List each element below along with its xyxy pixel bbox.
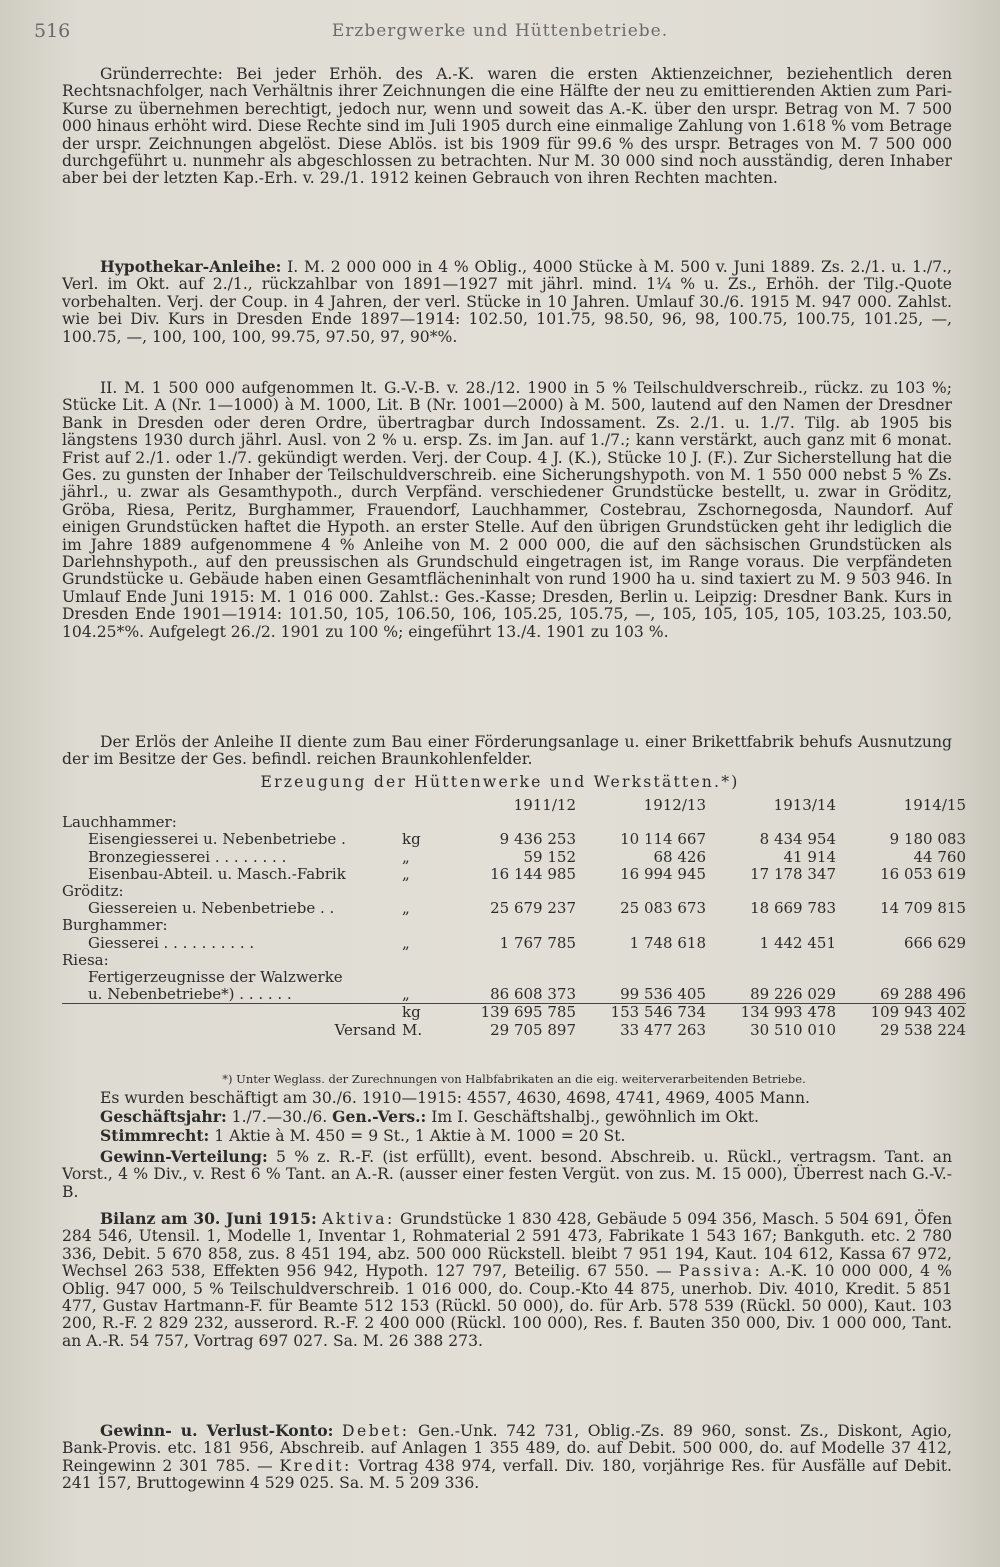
paragraph-gewinn-konto [62,1422,952,1493]
production-value: 8 434 954 [759,830,836,849]
production-table [62,797,966,1039]
debet-text: Gen.-Unk. 742 731, Oblig.-Zs. 89 960, sonst. Zs., Diskont, Agio, Bank-Provis. etc. 181 956, Abschreib. auf Anlagen 1 355 489, do. auf Debit. 500 000, do. auf Modelle 37 412, Reingewinn 2 301 785. — [62,1422,952,1475]
production-group-label: Riesa: [62,950,109,969]
production-versand-value: 29 538 224 [880,1020,966,1039]
production-total-value: 109 943 402 [836,1004,966,1022]
production-versand-row [62,1021,966,1038]
production-unit [402,883,446,900]
gewinn-konto-lead: Gewinn- u. Verlust-Konto: [100,1421,334,1440]
production-value [576,883,706,900]
production-footnote: *) Unter Weglass. der Zurechnungen von Halbfabrikaten an die eig. weiterverarbeitenden Betriebe. [222,1072,806,1086]
hypothekar-1-text: I. M. 2 000 000 in 4 % Oblig., 4000 Stücke à M. 500 v. Juni 1889. Zs. 2./1. u. 1./7., Verl. im Okt. auf 2./1., rückzahlbar von 1891—1927 mit jährl. mind. 1¼ % u. Zs., Erhöh. der Tilg.-Quote vorbehalten. Verj. der Coup. in 4 Jahren, der verl. Stücke in 10 Jahren. Umlauf 30./6. 1915 M. 947 000. Zahlst. wie bei Div. Kurs in Dresden Ende 1897—1914: 102.50, 101.75, 98.50, 96, 98, 100.75, 100.75, 101.25, —, 100.75, —, 100, 100, 100, 99.75, 97.50, 97, 90*%. [62,258,952,346]
production-value: 25 083 673 [620,899,706,918]
production-versand-unit: M. [402,1020,423,1039]
production-value: 41 914 [783,847,836,866]
production-value [836,883,966,900]
production-value [706,814,836,831]
passiva-label: Passiva: [678,1262,763,1281]
production-row [62,969,966,986]
production-group-label: Lauchhammer: [62,813,177,832]
production-versand-label: Versand [334,1020,396,1039]
gen-vers-text: Im I. Geschäftshalbj., gewöhnlich im Okt. [426,1108,759,1126]
production-row [62,917,966,934]
production-value: 666 629 [903,933,966,952]
production-value [836,952,966,969]
paragraph-gewinn-verteilung [62,1148,952,1201]
production-row [62,831,966,848]
production-unit [402,969,446,986]
production-value: 1 748 618 [629,933,706,952]
production-group-label: Burghammer: [62,916,168,935]
production-item-label: Bronzegiesserei . . . . . . . . [88,847,287,866]
production-value [706,883,836,900]
production-total-value: 139 695 785 [446,1004,576,1022]
production-value: 1 767 785 [499,933,576,952]
stimmrecht-text: 1 Aktie à M. 450 = 9 St., 1 Aktie à M. 1000 = 20 St. [209,1127,626,1145]
production-value: 44 760 [913,847,966,866]
production-row [62,935,966,952]
production-value: 9 180 083 [889,830,966,849]
kredit-text: Vortrag 438 974, verfall. Div. 180, vorjährige Res. für Ausfälle auf Debit. 241 157, Bruttogewinn 4 529 025. Sa. M. 5 209 336. [62,1456,952,1493]
production-row [62,986,966,1004]
production-item-label: Eisenbau-Abteil. u. Masch.-Fabrik [88,864,346,883]
production-value [576,952,706,969]
header-unit-cell [402,797,446,814]
production-value: 68 426 [653,847,706,866]
kredit-label: Kredit: [279,1456,352,1475]
production-versand-value: 33 477 263 [620,1020,706,1039]
hypothekar-2-text: II. M. 1 500 000 aufgenommen lt. G.-V.-B. v. 28./12. 1900 in 5 % Teilschuldverschreib., rückz. zu 103 %; Stücke Lit. A (Nr. 1—1000) à M. 1000, Lit. B (Nr. 1001—2000) à M. 500, lautend auf den Namen der Dresdner Bank in Dresden oder deren Ordre, übertragbar durch Indossament. Zs. 2./1. u. 1./7. Tilg. ab 1905 bis längstens 1930 durch jährl. Ausl. von 2 % u. ersp. Zs. im Jan. auf 1./7.; kann verstärkt, auch ganz mit 6 monat. Frist auf 2./1. oder 1./7. gekündigt werden. Verj. der Coup. 4 J. (K.), Stücke 10 J. (F.). Zur Sicherstellung hat die Ges. zu gunsten der Inhaber der Teilschuldverschreib. eine Sicherungshypoth. von M. 1 550 000 nebst 5 % Zs. jährl., u. zwar als Gesamthypoth., durch Verpfänd. verschiedener Grundstücke bestellt, u. zwar in Gröditz, Gröba, Riesa, Peritz, Burghammer, Frauendorf, Lauchhammer, Costebrau, Zschornegosda, Naundorf. Auf einigen Grundstücken haftet die Hypoth. an erster Stelle. Auf den übrigen Grundstücken geht ihr lediglich die im Jahre 1889 aufgenommene 4 % Anleihe von M. 2 000 000, die auf den sächsischen Grundstücken als Darlehnshypoth., auf den preussischen als Grundschuld eingetragen ist, im Range voraus. Die verpfändeten Grundstücke u. Gebäude haben einen Gesamtflächeninhalt von rund 1900 ha u. sind taxiert zu M. 9 503 946. In Umlauf Ende Juni 1915: M. 1 016 000. Zahlst.: Ges.-Kasse; Dresden, Berlin u. Leipzig: Dresdner Bank. Kurs in Dresden Ende 1901—1914: 101.50, 105, 106.50, 106, 105.25, 105.75, —, 105, 105, 105, 105, 103.25, 103.50, 104.25*%. Aufgelegt 26./2. 1901 zu 100 %; eingeführt 13./4. 1901 zu 103 %. [62,379,952,641]
gewinn-verteilung-lead: Gewinn-Verteilung: [100,1147,268,1166]
paragraph-hypothekar-anleihe-1 [62,258,952,346]
production-value [446,883,576,900]
year-header: 1914/15 [903,796,966,815]
year-header: 1913/14 [773,796,836,815]
production-item-label: u. Nebenbetriebe*) . . . . . . [88,985,292,1004]
production-unit: „ [402,864,410,883]
production-row [62,866,966,883]
production-unit: kg [402,830,421,849]
production-value: 9 436 253 [499,830,576,849]
production-row [62,883,966,900]
production-value: 14 709 815 [880,899,966,918]
production-item-label: Giesserei . . . . . . . . . . [88,933,255,952]
paragraph-arbeiter [62,1090,952,1107]
production-total-unit: kg [402,1004,446,1022]
production-unit: „ [402,985,410,1004]
production-value [576,969,706,986]
production-total-value: 153 546 734 [576,1004,706,1022]
production-value [836,814,966,831]
production-total-row [62,1004,966,1022]
gruenderrechte-text: Bei jeder Erhöh. des A.-K. waren die ersten Aktienzeichner, beziehentlich deren Rechtsnachfolger, nach Verhältnis ihrer Zeichnungen die eine Hälfte der neu zu emittierenden Aktien zum Pari-Kurse zu übernehmen berechtigt, jedoch nur, wenn und soweit das A.-K. über den urspr. Betrag von M. 7 500 000 hinaus erhöht wird. Diese Rechte sind im Juli 1905 durch eine einmalige Zahlung von 1.618 % vom Betrage der urspr. Zeichnungen abgelöst. Diese Ablös. ist bis 1909 für 99.6 % des urspr. Betrages von M. 7 500 000 durchgeführt u. nunmehr als abgeschlossen zu betrachten. Nur M. 30 000 sind noch ausständig, deren Inhaber aber bei der letzten Kap.-Erh. v. 29./1. 1912 keinen Gebrauch von ihren Rechten machten. [62,65,952,188]
erloes-text: Der Erlös der Anleihe II diente zum Bau einer Förderungsanlage u. einer Brikettfabrik behufs Ausnutzung der im Besitze der Ges. befindl. reichen Braunkohlenfelder. [62,733,952,769]
production-value [446,814,576,831]
year-header: 1911/12 [513,796,576,815]
production-value: 10 114 667 [620,830,706,849]
production-row [62,814,966,831]
production-unit [402,917,446,934]
geschaeftsjahr-lead: Geschäftsjahr: [100,1107,227,1126]
production-value [576,917,706,934]
production-value: 18 669 783 [750,899,836,918]
paragraph-stimmrecht [62,1127,952,1145]
production-total-label [62,1004,402,1022]
production-value [446,969,576,986]
bilanz-lead: Bilanz am 30. Juni 1915: [100,1209,317,1228]
production-group-label: Gröditz: [62,882,124,901]
paragraph-geschaeftsjahr [62,1108,952,1126]
page-number: 516 [34,20,71,42]
production-value: 16 144 985 [490,864,576,883]
production-value: 86 608 373 [490,985,576,1004]
production-row [62,900,966,917]
production-unit [402,814,446,831]
production-versand-value: 30 510 010 [750,1020,836,1039]
production-value: 16 994 945 [620,864,706,883]
production-value: 59 152 [523,847,576,866]
running-title: Erzbergwerke und Hüttenbetriebe. [331,21,669,41]
paragraph-erloes [62,734,952,769]
paragraph-gruenderrechte [62,66,952,188]
production-group-label: Fertigerzeugnisse der Walzwerke [88,967,343,986]
production-unit [402,952,446,969]
production-total-value: 134 993 478 [706,1004,836,1022]
gen-vers-lead: Gen.-Vers.: [332,1107,427,1126]
aktiva-label: Aktiva: [321,1210,395,1228]
hypothekar-lead: Hypothekar-Anleihe: [100,257,282,276]
production-unit: „ [402,899,410,918]
production-header-row [62,797,966,814]
production-value [576,814,706,831]
paragraph-bilanz [62,1210,952,1350]
production-value: 25 679 237 [490,899,576,918]
header-label-cell [62,797,402,814]
production-value: 16 053 619 [880,864,966,883]
aktiva-text: Grundstücke 1 830 428, Gebäude 5 094 356, Masch. 5 504 691, Öfen 284 546, Utensil. 1, Modelle 1, Inventar 1, Rohmaterial 2 591 473, Fabrikate 1 543 167; Bankguth. etc. 2 780 336, Debit. 5 670 858, zus. 8 451 194, abz. 500 000 Rückstell. bleibt 7 951 194, Kaut. 104 612, Kassa 67 972, Wechsel 263 538, Effekten 956 942, Hypoth. 127 797, Beteilig. 67 550. — [62,1210,952,1281]
production-value [706,917,836,934]
production-value [836,969,966,986]
production-item-label: Giessereien u. Nebenbetriebe . . [88,899,335,918]
production-value: 17 178 347 [750,864,836,883]
gruenderrechte-lead: Gründerrechte: [100,65,223,83]
production-value: 99 536 405 [620,985,706,1004]
debet-label: Debet: [341,1422,410,1440]
production-unit: „ [402,847,410,866]
production-value: 69 288 496 [880,985,966,1004]
year-header: 1912/13 [643,796,706,815]
passiva-text: A.-K. 10 000 000, 4 % Oblig. 947 000, 5 % Teilschuldverschreib. 1 016 000, do. Coup.-Kto 44 875, unerhob. Div. 4010, Kredit. 5 851 477, Gustav Hartmann-F. für Beamte 512 153 (Rückl. 50 000), do. für Arb. 578 539 (Rückl. 50 000), Kaut. 103 200, R.-F. 2 829 232, ausserord. R.-F. 2 400 000 (Rückl. 100 000), Res. f. Bauten 350 000, Div. 1 000 000, Tant. an A.-R. 54 757, Vortrag 697 027. Sa. M. 26 388 273. [62,1262,953,1350]
production-value [706,969,836,986]
production-value [836,917,966,934]
production-unit: „ [402,933,410,952]
production-versand-value: 29 705 897 [490,1020,576,1039]
stimmrecht-lead: Stimmrecht: [100,1126,210,1145]
production-value [706,952,836,969]
production-title: Erzeugung der Hüttenwerke und Werkstätten.*) [260,773,740,791]
production-row [62,952,966,969]
arbeiter-text: Es wurden beschäftigt am 30./6. 1910—1915: 4557, 4630, 4698, 4741, 4969, 4005 Mann. [100,1089,810,1107]
production-value: 1 442 451 [759,933,836,952]
production-item-label: Eisengiesserei u. Nebenbetriebe . [88,830,346,849]
paragraph-hypothekar-anleihe-2 [62,380,952,641]
production-row [62,849,966,866]
production-value [446,952,576,969]
production-value [446,917,576,934]
geschaeftsjahr-text: 1./7.—30./6. [226,1108,328,1126]
production-value: 89 226 029 [750,985,836,1004]
page-header [0,20,1000,46]
gewinn-verteilung-text: 5 % z. R.-F. (ist erfüllt), event. besond. Abschreib. u. Rückl., vertragsm. Tant. an Vorst., 4 % Div., v. Rest 6 % Tant. an A.-R. (ausser einer festen Vergüt. von zus. M. 15 000), Überrest nach G.-V.-B. [62,1148,952,1201]
